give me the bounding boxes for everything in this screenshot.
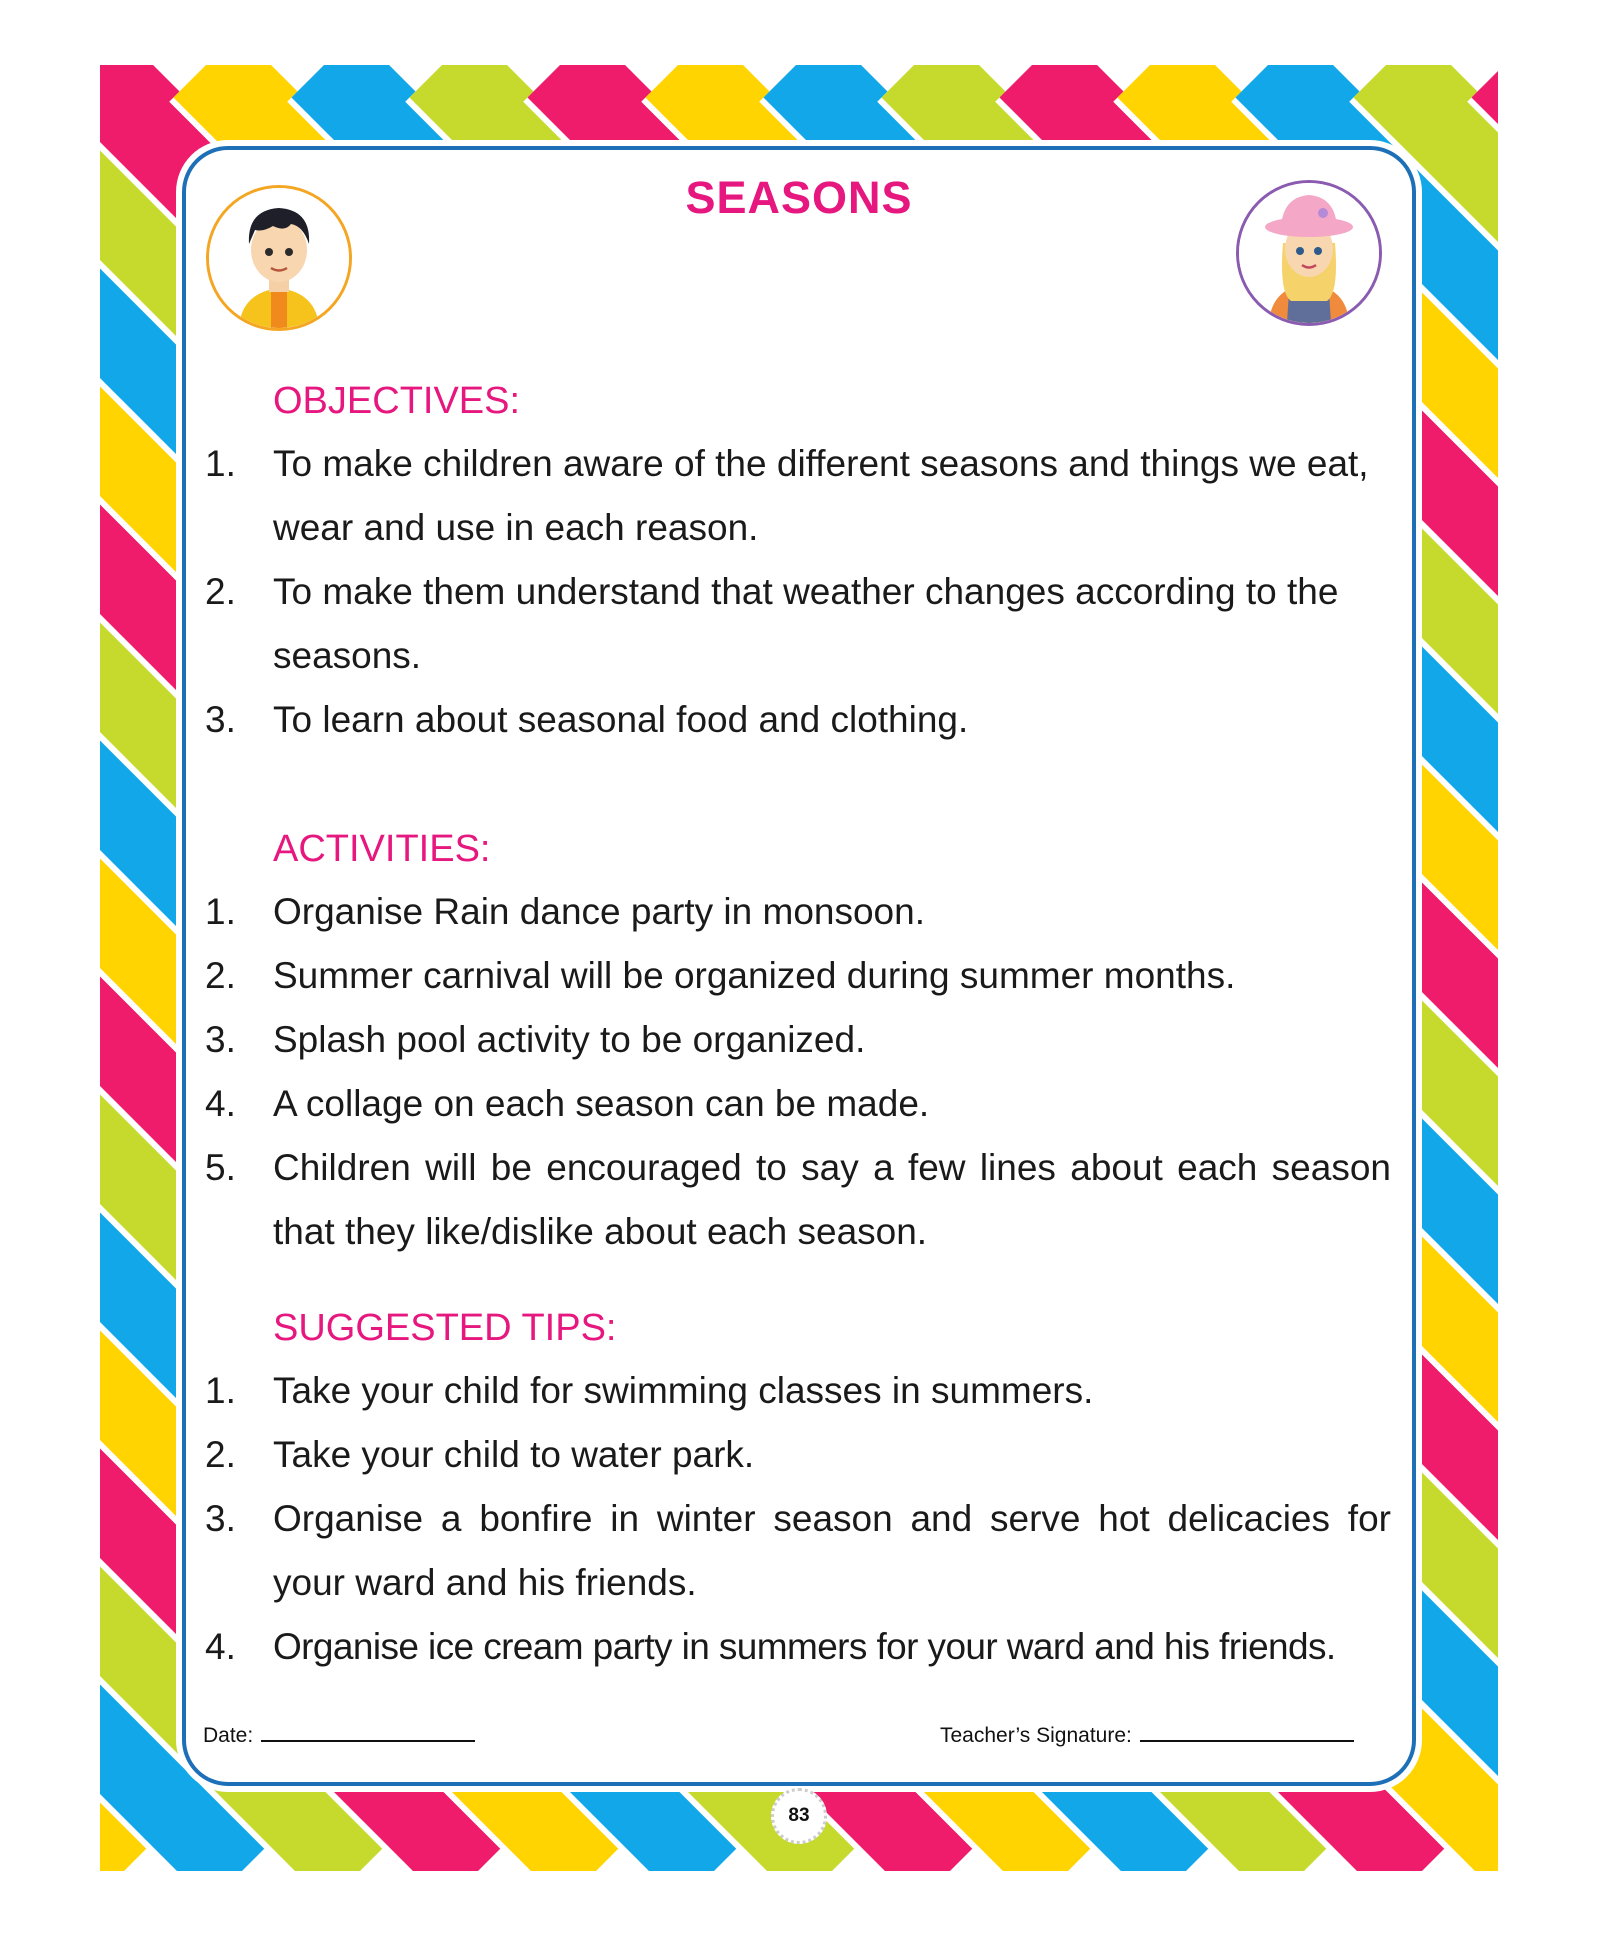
item-text: To learn about seasonal food and clothing.: [273, 699, 969, 740]
activity-item: [205, 1136, 1391, 1264]
item-text: Splash pool activity to be organized.: [273, 1019, 866, 1060]
objective-item: [205, 688, 1391, 752]
activity-item: [205, 944, 1391, 1008]
tip-item: [205, 1615, 1391, 1679]
item-text: To make them understand that weather changes according to the seasons.: [273, 571, 1339, 676]
activity-item: [205, 1072, 1391, 1136]
objective-item: [205, 432, 1391, 560]
suggested-tips-heading: SUGGESTED TIPS:: [273, 1307, 617, 1349]
tip-item: [205, 1423, 1391, 1487]
item-number: 4.: [205, 1626, 236, 1667]
item-number: 2.: [205, 955, 236, 996]
teacher-signature-field: [940, 1720, 1354, 1748]
page-title: SEASONS: [685, 172, 913, 223]
item-number: 4.: [205, 1083, 236, 1124]
activity-item: [205, 880, 1391, 944]
item-text: Organise a bonfire in winter season and serve hot delicacies for your ward and his friends.: [273, 1498, 1391, 1603]
date-field: [203, 1720, 475, 1748]
activities-heading: ACTIVITIES:: [273, 828, 491, 870]
signature-label: Teacher’s Signature:: [940, 1724, 1132, 1747]
item-text: Take your child to water park.: [273, 1434, 755, 1475]
item-number: 5.: [205, 1147, 236, 1188]
tip-item: [205, 1487, 1391, 1615]
item-text: Children will be encouraged to say a few lines about each season that they like/dislike about each season.: [273, 1147, 1391, 1252]
item-text: Summer carnival will be organized during summer months.: [273, 955, 1236, 996]
item-text: Take your child for swimming classes in summers.: [273, 1370, 1094, 1411]
item-number: 3.: [205, 699, 236, 740]
item-number: 2.: [205, 571, 236, 612]
page-number-badge: 83: [771, 1788, 827, 1844]
item-number: 1.: [205, 443, 236, 484]
item-number: 1.: [205, 891, 236, 932]
item-number: 1.: [205, 1370, 236, 1411]
tip-item: [205, 1359, 1391, 1423]
item-text: To make children aware of the different seasons and things we eat, wear and use in each reason.: [273, 443, 1369, 548]
item-text: Organise ice cream party in summers for your ward and his friends.: [273, 1626, 1336, 1667]
activity-item: [205, 1008, 1391, 1072]
item-text: A collage on each season can be made.: [273, 1083, 930, 1124]
item-text: Organise Rain dance party in monsoon.: [273, 891, 925, 932]
signature-line: [1140, 1720, 1354, 1742]
date-line: [261, 1720, 475, 1742]
item-number: 3.: [205, 1019, 236, 1060]
item-number: 3.: [205, 1498, 236, 1539]
objective-item: [205, 560, 1391, 688]
objectives-heading: OBJECTIVES:: [273, 380, 521, 422]
item-number: 2.: [205, 1434, 236, 1475]
date-label: Date:: [203, 1724, 254, 1747]
